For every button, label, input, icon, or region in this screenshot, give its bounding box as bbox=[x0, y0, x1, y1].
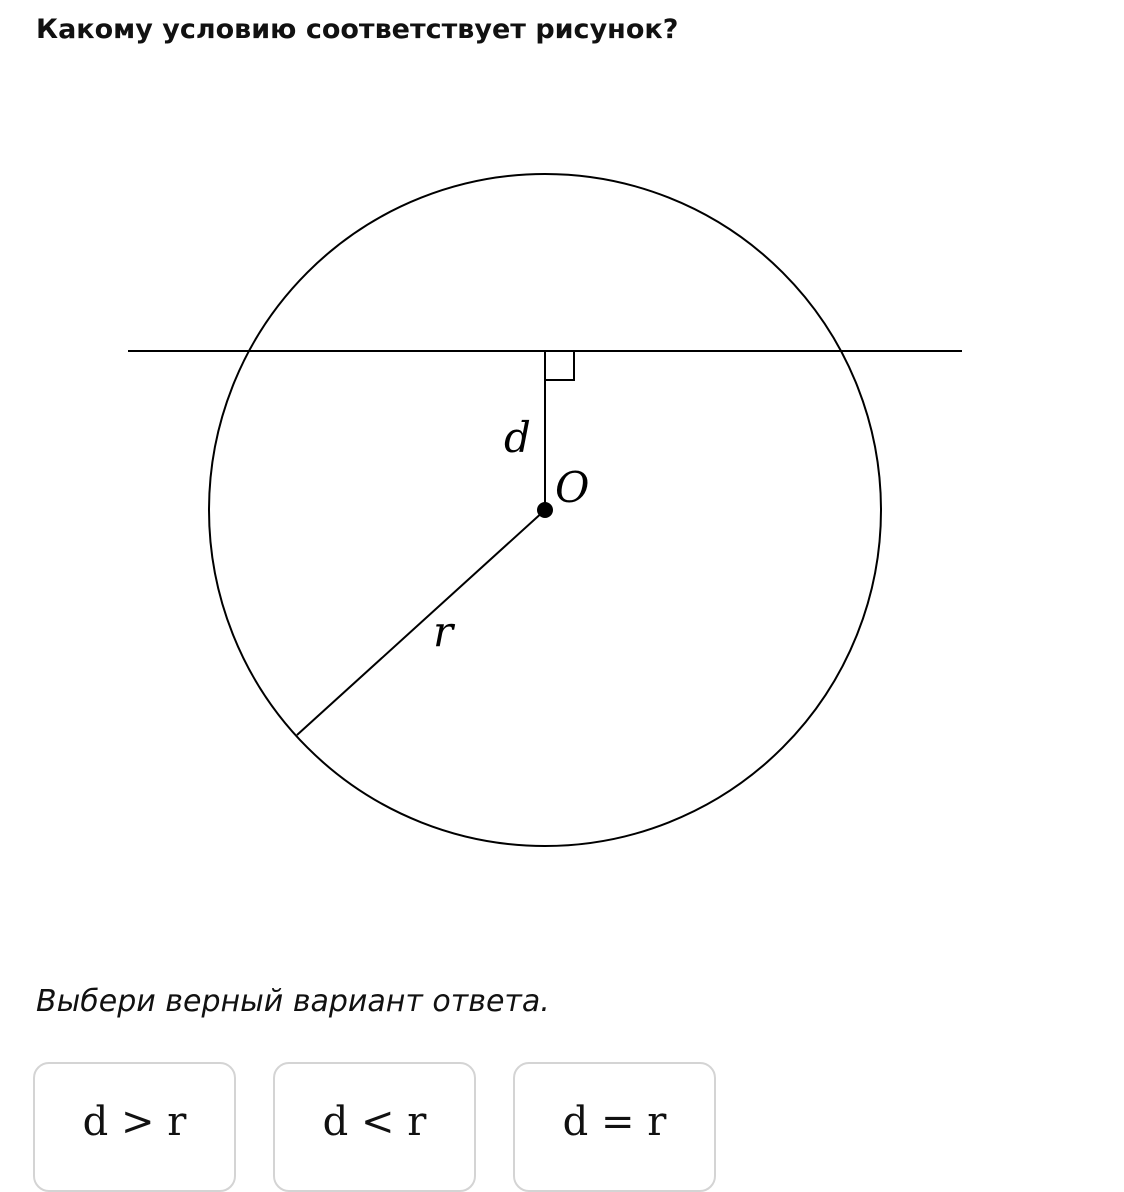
option-label: d > r bbox=[82, 1099, 187, 1145]
option-d-greater-r[interactable] bbox=[33, 1062, 236, 1192]
option-d-less-r[interactable] bbox=[273, 1062, 476, 1192]
label-r: r bbox=[433, 607, 454, 656]
instruction-text: Выбери верный вариант ответа. bbox=[36, 984, 550, 1019]
center-point bbox=[537, 502, 553, 518]
question-title: Какому условию соответствует рисунок? bbox=[36, 14, 679, 45]
option-d-equals-r[interactable] bbox=[513, 1062, 716, 1192]
answer-options bbox=[33, 1062, 716, 1192]
radius-segment bbox=[297, 510, 545, 735]
label-O: O bbox=[555, 463, 590, 512]
right-angle-mark bbox=[545, 351, 574, 380]
label-d: d bbox=[504, 413, 531, 462]
option-label: d < r bbox=[322, 1099, 427, 1145]
option-label: d = r bbox=[562, 1099, 667, 1145]
